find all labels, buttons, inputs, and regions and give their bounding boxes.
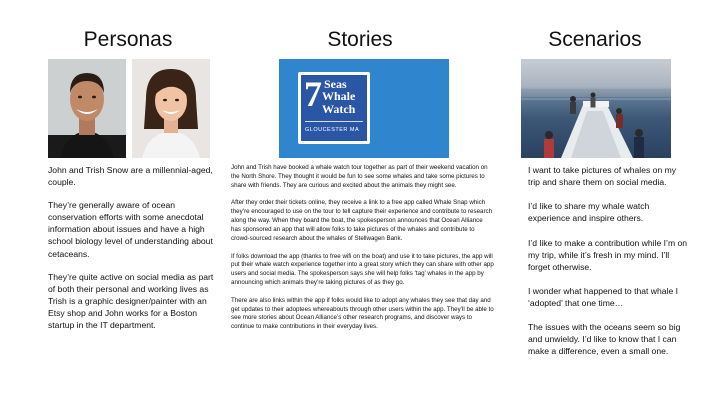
- story-paragraph: If folks download the app (thanks to free wifi on the boat) and use it to take pictures, the app will put their whale watch experience together into a great story which they can share with other app users and social media. The spokesperson says she will help folks ‘tag’ whales in the app by announcing which animals they’re taking pictures of as they go.: [231, 252, 494, 287]
- stories-description: [231, 164, 494, 341]
- logo-line-watch: Watch: [322, 102, 356, 116]
- logo-location: GLOUCESTER MA: [305, 127, 360, 133]
- logo-badge: [298, 72, 370, 144]
- logo-divider: [305, 121, 363, 122]
- personas-title: Personas: [83, 28, 173, 51]
- story-paragraph: There are also links within the app if folks would like to adopt any whales they see that day and get updates to their adoptees whereabouts through other users within the app. They’ll be able to see more stories about Ocean Alliance’s other research programs, and discover ways to continue to make contributions in their everyday lives.: [231, 296, 494, 331]
- scenario-item: I’d like to make a contribution while I’m on my trip, while it’s fresh in my mind. I’ll forget otherwise.: [528, 237, 688, 272]
- story-paragraph: After they order their tickets online, they receive a link to a free app called Whale Snap which they’re encouraged to use on the tour to tell capture their experience and contribute to research along the way. When they board the boat, the spokesperson announces that Ocean Alliance has sponsored an app that will allow folks to take pictures of the whales and contribute to crowd-sourced research about the whales of Stellwagen Bank.: [231, 199, 493, 242]
- persona-photo-trish: [132, 59, 210, 158]
- stories-title: Stories: [327, 28, 393, 51]
- personas-description: [48, 164, 216, 342]
- persona-paragraph: They’re quite active on social media as part of both their personal and working lives as Trish is a graphic designer/painter with an Etsy shop and John works for a Boston startup in the IT department.: [48, 271, 214, 331]
- whale-watch-boat-photo: [521, 59, 671, 158]
- persona-paragraph: John and Trish Snow are a millennial-aged, couple.: [48, 165, 213, 188]
- persona-paragraph: They’re generally aware of ocean conservation efforts with some anecdotal information about issues and have a high school biology level of understanding about cetaceans.: [48, 200, 213, 259]
- scenarios-list: [528, 164, 688, 370]
- scenario-item: I’d like to share my whale watch experience and inspire others.: [528, 201, 650, 224]
- logo-line-seas: Seas: [324, 77, 347, 91]
- logo-line-whale: Whale: [322, 89, 356, 103]
- scenario-item: I wonder what happened to that whale I ‘adopted’ that one time…: [528, 285, 679, 309]
- seven-seas-whale-watch-logo: [279, 59, 449, 158]
- scenario-item: The issues with the oceans seem so big and unwieldy. I’d like to know that I can make a difference, even a small one.: [528, 322, 681, 357]
- story-paragraph: John and Trish have booked a whale watch tour together as part of their weekend vacation on the North Shore. They thought it would be fun to see some whales and take some pictures to share with friends. They are curious and excited about the animals they might see.: [231, 164, 488, 189]
- logo-number: 7: [304, 74, 322, 114]
- persona-photo-john: [48, 59, 126, 158]
- scenarios-title: Scenarios: [548, 28, 642, 51]
- scenario-item: I want to take pictures of whales on my trip and share them on social media.: [528, 165, 677, 188]
